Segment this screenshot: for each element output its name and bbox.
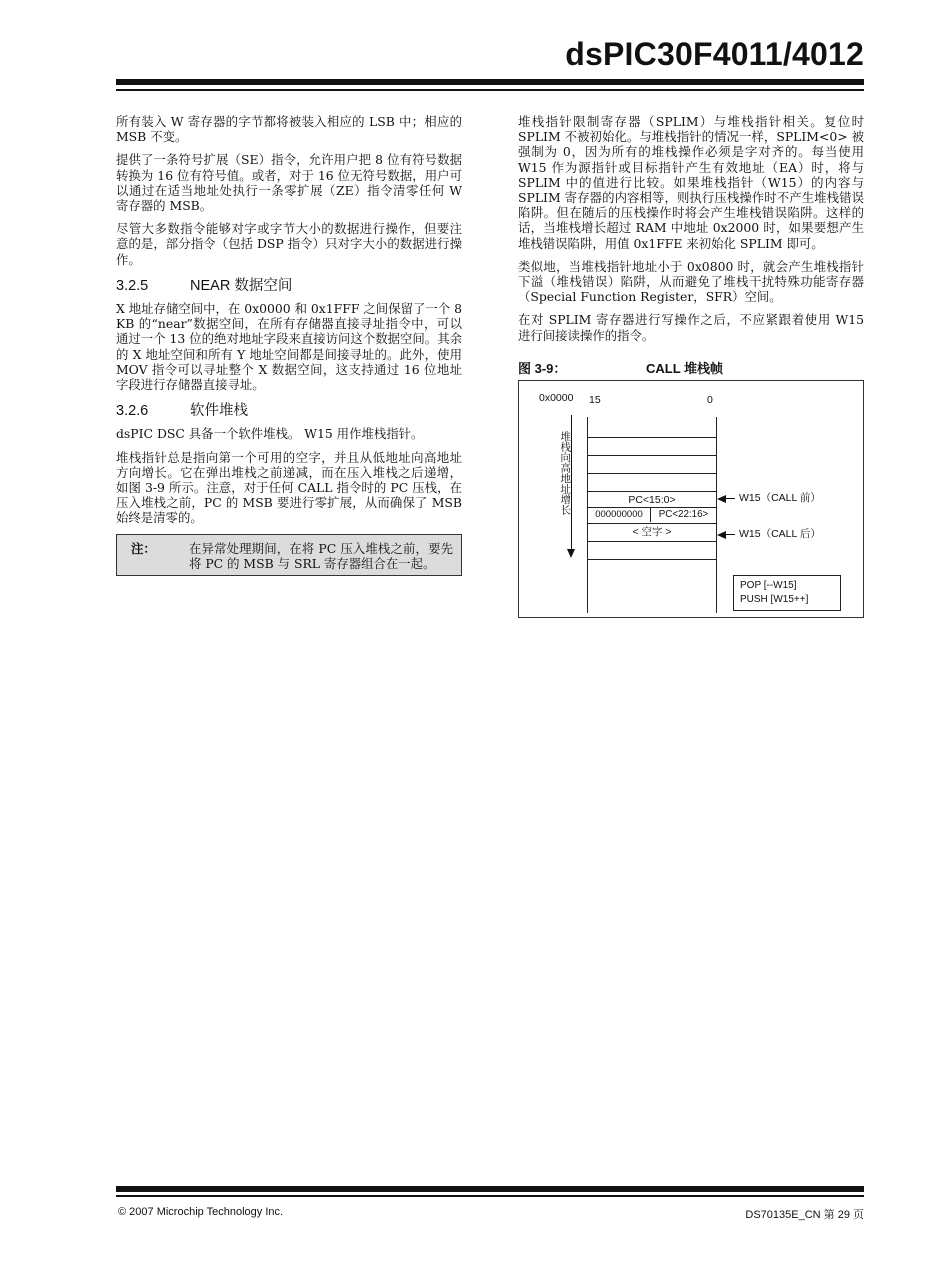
section-number: 3.2.5	[116, 277, 149, 294]
note-label: 注：	[131, 540, 156, 556]
stack-row-divider	[588, 541, 716, 542]
paragraph-word-ops: 尽管大多数指令能够对字或字节大小的数据进行操作，但要注意的是，部分指令（包括 DSP 指令）只对字大小的数据进行操作。	[116, 221, 462, 267]
stack-row-divider	[588, 523, 716, 524]
figure-number: 图 3-9：	[518, 360, 567, 376]
pointer-after-call	[717, 527, 821, 542]
footer-doc-id: DS70135E_CN 第 29 页	[745, 1209, 864, 1221]
paragraph-splim: 堆栈指针限制寄存器（SPLIM）与堆栈指针相关。复位时 SPLIM 不被初始化。与堆栈指针的情况一样，SPLIM<0> 被强制为 0，因为所有的堆栈操作必须是字对齐的。每当使用 W15 作为源指针或目标指针产生有效地址（EA）时，将与 SPLIM 中的值进行比较。如果堆栈指针（W15）的内容与 SPLIM 寄存器的内容相等，则执行压栈操作时不产生堆栈错误陷阱。但在随后的压栈操作时将会产生堆栈错误陷阱。这样的话，当堆栈增长超过 RAM 中地址 0x2000 时，如果要想产生堆栈错误陷阱，用值 0x1FFE 来初始化 SPLIM 即可。	[518, 114, 864, 251]
paragraph-stack-pointer: 堆栈指针总是指向第一个可用的空字，并且从低地址向高地址方向增长。它在弹出堆栈之前递减，而在压入堆栈之后递增，如图 3-9 所示。注意，对于任何 CALL 指令时的 PC 压栈，在压入堆栈之前，PC 的 MSB 要进行零扩展，从而确保了 MSB 始终是清零的。	[116, 449, 462, 526]
section-title: 软件堆栈	[190, 403, 248, 420]
paragraph-sign-extend: 提供了一条符号扩展（SE）指令，允许用户把 8 位有符号数据转换为 16 位有符号值。或者，对于 16 位无符号数据，用户可以通过在适当地址处执行一条零扩展（ZE）指令清零任何 W 寄存器的 MSB。	[116, 152, 462, 214]
footer-copyright: © 2007 Microchip Technology Inc.	[118, 1206, 284, 1218]
growth-arrow-head	[567, 549, 575, 558]
growth-direction-label: 堆栈向高地址增长	[559, 431, 572, 516]
left-column	[116, 114, 462, 576]
stack-memory-column	[587, 417, 717, 613]
arrow-shaft	[726, 534, 735, 535]
section-heading-near	[116, 279, 462, 294]
figure-title: CALL 堆栈帧	[646, 360, 724, 376]
section-number: 3.2.6	[116, 403, 149, 420]
stack-row-divider	[588, 455, 716, 456]
pointer-before-label: W15（CALL 前）	[739, 492, 821, 505]
arrow-left-icon	[717, 495, 726, 503]
figure-caption	[518, 361, 864, 376]
bit-high-label: 15	[589, 394, 601, 407]
paragraph-stack-intro: dsPIC DSC 具备一个软件堆栈。 W15 用作堆栈指针。	[116, 426, 424, 442]
section-heading-stack	[116, 404, 462, 419]
right-column	[518, 114, 864, 618]
call-stack-frame-figure	[518, 380, 864, 618]
paragraph-splim-write: 在对 SPLIM 寄存器进行写操作之后，不应紧跟着使用 W15 进行间接读操作的指令。	[518, 312, 864, 343]
header-rule-thick	[116, 79, 864, 85]
footer-rule-thick	[116, 1186, 864, 1192]
arrow-shaft	[726, 498, 735, 499]
stack-row-divider	[588, 491, 716, 492]
stack-row-divider	[588, 437, 716, 438]
page-title: dsPIC30F4011/4012	[565, 36, 864, 72]
arrow-left-icon	[717, 531, 726, 539]
pop-push-legend	[733, 575, 841, 611]
note-text: 在异常处理期间，在将 PC 压入堆栈之前，要先将 PC 的 MSB 与 SRL 寄存器组合在一起。	[189, 540, 453, 571]
pointer-after-label: W15（CALL 后）	[739, 528, 821, 541]
stack-row-divider	[588, 473, 716, 474]
section-title: NEAR 数据空间	[190, 277, 293, 294]
legend-push: PUSH [W15++]	[740, 594, 809, 606]
paragraph-underflow: 类似地，当堆栈指针地址小于 0x0800 时，就会产生堆栈指针下溢（堆栈错误）陷阱，从而避免了堆栈干扰特殊功能寄存器（Special Function Register，SFR）空间。	[518, 258, 864, 305]
stack-cell-pc-high: PC<22:16>	[658, 509, 709, 521]
address-label: 0x0000	[539, 392, 574, 405]
legend-pop: POP [--W15]	[740, 580, 797, 592]
stack-cell-zeros: 000000000	[588, 508, 651, 522]
stack-cell-pc-low: PC<15:0>	[628, 494, 676, 507]
bit-low-label: 0	[707, 394, 713, 407]
note-box	[116, 534, 462, 576]
stack-row-divider	[588, 559, 716, 560]
footer-rule-thin	[116, 1195, 864, 1197]
header-rule-thin	[116, 89, 864, 91]
paragraph-near-space: X 地址存储空间中，在 0x0000 和 0x1FFF 之间保留了一个 8 KB 的“near”数据空间，在所有存储器直接寻址指令中，可以通过一个 13 位的绝对地址字段来直接访问这个数据空间。其余的 X 地址空间和所有 Y 地址空间都是间接寻址的。此外，使用 MOV 指令可以寻址整个 X 数据空间，这支持通过 16 位地址字段进行存储器直接寻址。	[116, 301, 462, 393]
paragraph-lsb: 所有装入 W 寄存器的字节都将被装入相应的 LSB 中；相应的 MSB 不变。	[116, 114, 462, 145]
stack-cell-empty: < 空字 >	[632, 526, 672, 539]
pointer-before-call	[717, 491, 821, 506]
